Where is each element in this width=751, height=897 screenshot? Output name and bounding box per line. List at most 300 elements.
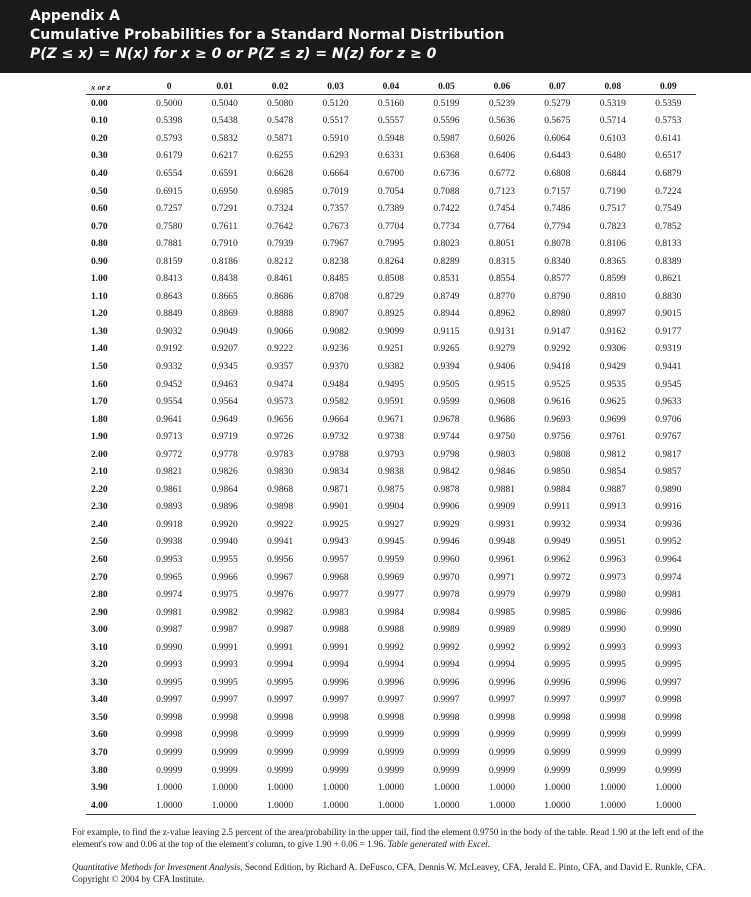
table-row <box>86 639 696 657</box>
table-cell: 1.0000 <box>433 783 460 794</box>
table-cell: 0.9996 <box>433 677 460 688</box>
table-cell: 0.8830 <box>655 291 682 302</box>
table-cell: 0.9265 <box>433 344 460 355</box>
table-cell: 0.9929 <box>433 519 460 530</box>
table-cell: 0.9115 <box>433 326 460 337</box>
table-cell: 0.9850 <box>544 467 571 478</box>
table-cell: 0.6700 <box>377 168 405 179</box>
table-cell: 0.9916 <box>655 502 682 513</box>
table-row <box>86 358 696 376</box>
table-cell: 0.9495 <box>377 379 405 390</box>
table-cell: 0.7357 <box>322 204 349 215</box>
row-label: 1.00 <box>91 274 108 285</box>
table-cell: 0.5319 <box>599 98 626 109</box>
table-cell: 0.7257 <box>156 204 183 215</box>
table-cell: 0.9993 <box>599 642 626 653</box>
table-cell: 0.8340 <box>544 256 571 267</box>
table-cell: 0.9861 <box>156 484 183 495</box>
row-label: 3.00 <box>91 625 108 636</box>
table-cell: 0.9991 <box>267 642 294 653</box>
example-note <box>72 826 722 850</box>
table-cell: 0.9997 <box>156 695 183 706</box>
column-header: 0.02 <box>252 80 307 95</box>
table-cell: 0.9996 <box>544 677 571 688</box>
note-italic: Table generated with Excel. <box>387 839 491 849</box>
table-cell: 0.9222 <box>267 344 294 355</box>
table-cell: 0.9525 <box>544 379 571 390</box>
table-cell: 0.9893 <box>156 502 183 513</box>
table-cell: 0.8790 <box>544 291 571 302</box>
table-cell: 0.9999 <box>211 765 238 776</box>
table-cell: 0.9750 <box>488 432 515 443</box>
table-cell: 0.9968 <box>322 572 349 583</box>
table-cell: 0.9988 <box>322 625 349 636</box>
table-cell: 0.5871 <box>267 133 294 144</box>
table-cell: 0.9934 <box>599 519 626 530</box>
table-cell: 0.9778 <box>211 449 238 460</box>
table-cell: 1.0000 <box>322 783 349 794</box>
table-cell: 0.8770 <box>488 291 515 302</box>
table-cell: 0.9732 <box>322 432 349 443</box>
table-cell: 0.9974 <box>655 572 682 583</box>
table-cell: 0.9032 <box>156 326 183 337</box>
table-cell: 0.9978 <box>433 590 460 601</box>
table-cell: 0.9999 <box>655 765 682 776</box>
table-cell: 0.5160 <box>377 98 405 109</box>
table-cell: 0.9625 <box>599 397 626 408</box>
table-cell: 0.9964 <box>655 554 682 565</box>
table-cell: 1.0000 <box>488 783 515 794</box>
row-label: 3.60 <box>91 730 108 741</box>
table-cell: 0.9999 <box>211 748 238 758</box>
table-cell: 0.7734 <box>433 221 460 232</box>
table-cell: 0.6591 <box>211 168 238 179</box>
table-cell: 0.9948 <box>488 537 515 548</box>
table-cell: 0.9394 <box>433 361 460 372</box>
table-cell: 0.8980 <box>544 309 571 320</box>
table-cell: 0.9918 <box>156 519 183 530</box>
table-cell: 0.9982 <box>267 607 294 618</box>
table-cell: 0.5675 <box>544 116 571 127</box>
table-cell: 0.7088 <box>433 186 460 197</box>
table-cell: 0.9994 <box>488 660 515 671</box>
row-label: 2.90 <box>91 607 108 618</box>
table-cell: 0.9998 <box>488 712 515 723</box>
table-cell: 0.9995 <box>156 677 183 688</box>
table-cell: 0.8365 <box>599 256 626 267</box>
table-cell: 0.6443 <box>544 151 571 162</box>
table-cell: 0.9997 <box>488 695 515 706</box>
table-cell: 0.9693 <box>544 414 571 425</box>
table-cell: 0.9999 <box>156 748 183 758</box>
table-cell: 0.9909 <box>488 502 515 513</box>
table-row <box>86 183 696 201</box>
table-cell: 0.9994 <box>322 660 349 671</box>
table-cell: 0.8599 <box>599 274 626 285</box>
table-cell: 0.9821 <box>156 467 183 478</box>
table-row <box>86 148 696 166</box>
table-cell: 0.6808 <box>544 168 571 179</box>
table-cell: 0.8438 <box>211 274 238 285</box>
table-cell: 0.9962 <box>544 554 571 565</box>
table-cell: 0.7642 <box>267 221 294 232</box>
table-cell: 0.5279 <box>544 98 571 109</box>
table-cell: 0.8023 <box>433 239 460 250</box>
table-cell: 0.6179 <box>156 151 183 162</box>
table-cell: 0.9922 <box>267 519 294 530</box>
table-cell: 0.5910 <box>322 133 349 144</box>
table-cell: 0.9999 <box>322 765 349 776</box>
table-cell: 0.9995 <box>655 660 682 671</box>
row-label: 2.80 <box>91 590 108 601</box>
table-cell: 0.5987 <box>433 133 460 144</box>
table-cell: 0.9976 <box>267 590 294 601</box>
row-label: 1.10 <box>91 291 108 302</box>
table-cell: 1.0000 <box>197 797 252 815</box>
table-cell: 0.9997 <box>211 695 238 706</box>
table-cell: 0.8485 <box>322 274 349 285</box>
table-cell: 0.9998 <box>655 712 682 723</box>
table-cell: 0.9719 <box>211 432 238 443</box>
table-cell: 0.9972 <box>544 572 571 583</box>
table-cell: 0.9969 <box>377 572 405 583</box>
table-cell: 0.6064 <box>544 133 571 144</box>
table-row <box>86 165 696 183</box>
row-label: 0.10 <box>91 116 108 127</box>
table-cell: 0.7852 <box>655 221 682 232</box>
table-cell: 0.8944 <box>433 309 460 320</box>
table-cell: 0.9999 <box>599 730 626 741</box>
table-row <box>86 534 696 552</box>
table-cell: 0.9997 <box>655 677 682 688</box>
table-cell: 0.9989 <box>488 625 515 636</box>
row-label: 0.90 <box>91 256 108 267</box>
column-header: 0.04 <box>363 80 418 95</box>
column-header: 0.01 <box>197 80 252 95</box>
table-cell: 0.9463 <box>211 379 238 390</box>
row-label: 3.40 <box>91 695 108 706</box>
table-row <box>86 621 696 639</box>
table-cell: 0.7324 <box>267 204 294 215</box>
table-cell: 0.9982 <box>211 607 238 618</box>
table-cell: 0.9382 <box>377 361 405 372</box>
table-cell: 0.9945 <box>377 537 405 548</box>
table-cell: 0.9656 <box>267 414 294 425</box>
table-cell: 0.5596 <box>433 116 460 127</box>
table-cell: 0.9564 <box>211 397 238 408</box>
table-cell: 0.6628 <box>267 168 294 179</box>
table-cell: 0.9911 <box>544 502 571 513</box>
table-cell: 0.6950 <box>211 186 238 197</box>
row-label: 3.50 <box>91 712 108 723</box>
table-cell: 0.9998 <box>377 712 405 723</box>
table-cell: 0.7580 <box>156 221 183 232</box>
table-cell: 0.8888 <box>267 309 294 320</box>
table-cell: 0.9999 <box>267 730 294 741</box>
table-cell: 0.9979 <box>488 590 515 601</box>
table-cell: 0.8531 <box>433 274 460 285</box>
column-header: 0.07 <box>530 80 585 95</box>
table-cell: 0.9177 <box>655 326 682 337</box>
table-cell: 0.8643 <box>156 291 183 302</box>
table-row <box>86 341 696 359</box>
table-cell: 1.0000 <box>252 797 307 815</box>
table-row <box>86 253 696 271</box>
column-header: 0 <box>141 80 196 95</box>
table-cell: 0.9599 <box>433 397 460 408</box>
row-label: 1.70 <box>91 397 108 408</box>
table-cell: 0.9767 <box>655 432 682 443</box>
table-cell: 0.9941 <box>267 537 294 548</box>
table-cell: 0.9999 <box>544 748 571 758</box>
row-label: 2.40 <box>91 519 108 530</box>
citation-book-title: Quantitative Methods for Investment Analysis <box>72 862 241 872</box>
table-row <box>86 446 696 464</box>
probability-table-container <box>86 80 696 815</box>
table-row <box>86 499 696 517</box>
table-cell: 0.9788 <box>322 449 349 460</box>
table-cell: 0.9959 <box>377 554 405 565</box>
table-cell: 0.9987 <box>211 625 238 636</box>
table-cell: 0.8461 <box>267 274 294 285</box>
table-cell: 0.9995 <box>599 660 626 671</box>
table-cell: 0.8749 <box>433 291 460 302</box>
table-cell: 0.9099 <box>377 326 405 337</box>
table-cell: 0.9713 <box>156 432 183 443</box>
table-cell: 0.9999 <box>599 748 626 758</box>
table-cell: 0.7517 <box>599 204 626 215</box>
table-cell: 0.8238 <box>322 256 349 267</box>
table-cell: 0.9994 <box>377 660 405 671</box>
table-cell: 0.9999 <box>156 765 183 776</box>
table-cell: 0.9984 <box>433 607 460 618</box>
table-cell: 0.9986 <box>655 607 682 618</box>
table-cell: 0.9927 <box>377 519 405 530</box>
table-cell: 0.9591 <box>377 397 405 408</box>
table-cell: 0.9441 <box>655 361 682 372</box>
table-cell: 0.9946 <box>433 537 460 548</box>
row-label: 2.30 <box>91 502 108 513</box>
table-cell: 0.5948 <box>377 133 405 144</box>
table-cell: 0.7422 <box>433 204 460 215</box>
column-header: 0.09 <box>641 80 696 95</box>
table-cell: 0.9999 <box>488 748 515 758</box>
table-cell: 0.9951 <box>599 537 626 548</box>
table-cell: 0.6517 <box>655 151 682 162</box>
table-cell: 0.7939 <box>267 239 294 250</box>
table-cell: 0.9997 <box>433 695 460 706</box>
table-cell: 0.9961 <box>488 554 515 565</box>
row-label: 0.80 <box>91 239 108 250</box>
table-cell: 0.9608 <box>488 397 515 408</box>
table-cell: 0.8413 <box>156 274 183 285</box>
table-cell: 1.0000 <box>641 797 696 815</box>
row-label: 3.90 <box>91 783 108 794</box>
table-cell: 0.9999 <box>544 765 571 776</box>
table-cell: 0.9878 <box>433 484 460 495</box>
row-label: 0.70 <box>91 221 108 232</box>
table-cell: 0.9999 <box>322 730 349 741</box>
table-row <box>86 463 696 481</box>
table-cell: 0.7549 <box>655 204 682 215</box>
table-cell: 0.8665 <box>211 291 238 302</box>
table-cell: 0.9995 <box>544 660 571 671</box>
row-label: 0.20 <box>91 133 108 144</box>
table-cell: 0.5438 <box>211 116 238 127</box>
table-cell: 0.6554 <box>156 168 183 179</box>
table-cell: 0.9996 <box>599 677 626 688</box>
table-cell: 0.9999 <box>599 765 626 776</box>
table-cell: 0.9756 <box>544 432 571 443</box>
table-cell: 0.6255 <box>267 151 294 162</box>
table-cell: 0.9938 <box>156 537 183 548</box>
table-cell: 0.8849 <box>156 309 183 320</box>
table-row <box>86 428 696 446</box>
table-row <box>86 113 696 131</box>
table-cell: 0.9999 <box>655 748 682 758</box>
row-label: 2.20 <box>91 484 108 495</box>
column-header: 0.08 <box>585 80 640 95</box>
table-cell: 0.8907 <box>322 309 349 320</box>
table-row <box>86 130 696 148</box>
table-cell: 0.9838 <box>377 467 405 478</box>
table-cell: 0.6217 <box>211 151 238 162</box>
table-cell: 0.5398 <box>156 116 183 127</box>
table-cell: 0.9999 <box>655 730 682 741</box>
table-cell: 0.9998 <box>599 712 626 723</box>
table-cell: 0.9131 <box>488 326 515 337</box>
table-cell: 0.6985 <box>267 186 294 197</box>
table-cell: 0.5239 <box>488 98 515 109</box>
table-cell: 1.0000 <box>363 797 418 815</box>
table-cell: 0.9887 <box>599 484 626 495</box>
table-cell: 0.9999 <box>377 730 405 741</box>
row-label: 2.70 <box>91 572 108 583</box>
table-cell: 0.6331 <box>377 151 405 162</box>
table-cell: 0.8508 <box>377 274 405 285</box>
row-label: 3.20 <box>91 660 108 671</box>
table-cell: 0.9985 <box>544 607 571 618</box>
table-cell: 0.9332 <box>156 361 183 372</box>
table-cell: 0.9998 <box>267 712 294 723</box>
row-label: 1.20 <box>91 309 108 320</box>
table-cell: 0.9955 <box>211 554 238 565</box>
table-cell: 0.9991 <box>322 642 349 653</box>
table-cell: 0.9992 <box>433 642 460 653</box>
table-cell: 0.8315 <box>488 256 515 267</box>
table-cell: 0.9997 <box>544 695 571 706</box>
table-cell: 0.9649 <box>211 414 238 425</box>
table-cell: 0.8810 <box>599 291 626 302</box>
table-cell: 0.7910 <box>211 239 238 250</box>
row-label: 1.80 <box>91 414 108 425</box>
table-cell: 0.9971 <box>488 572 515 583</box>
table-cell: 0.9864 <box>211 484 238 495</box>
table-row <box>86 323 696 341</box>
table-cell: 0.5753 <box>655 116 682 127</box>
table-cell: 0.8869 <box>211 309 238 320</box>
table-cell: 0.9993 <box>211 660 238 671</box>
table-cell: 0.9808 <box>544 449 571 460</box>
row-label: 2.00 <box>91 449 108 460</box>
table-cell: 0.9345 <box>211 361 238 372</box>
table-cell: 0.5517 <box>322 116 349 127</box>
table-cell: 1.0000 <box>474 797 529 815</box>
table-cell: 0.5120 <box>322 98 349 109</box>
table-cell: 0.9981 <box>655 590 682 601</box>
table-cell: 0.9884 <box>544 484 571 495</box>
table-cell: 0.9999 <box>488 765 515 776</box>
table-cell: 0.9306 <box>599 344 626 355</box>
table-row <box>86 411 696 429</box>
table-cell: 0.7054 <box>377 186 405 197</box>
table-row <box>86 569 696 587</box>
table-row <box>86 235 696 253</box>
table-cell: 0.9901 <box>322 502 349 513</box>
table-cell: 0.8729 <box>377 291 405 302</box>
table-cell: 0.7123 <box>488 186 515 197</box>
table-cell: 0.5636 <box>488 116 515 127</box>
table-row <box>86 744 696 762</box>
table-cell: 0.9803 <box>488 449 515 460</box>
table-row <box>86 604 696 622</box>
table-cell: 0.9535 <box>599 379 626 390</box>
table-cell: 0.9994 <box>433 660 460 671</box>
table-cell: 0.9985 <box>488 607 515 618</box>
table-cell: 0.8264 <box>377 256 405 267</box>
table-row <box>86 551 696 569</box>
table-cell: 0.9989 <box>544 625 571 636</box>
table-cell: 0.7995 <box>377 239 405 250</box>
table-cell: 0.9162 <box>599 326 626 337</box>
row-label: 2.10 <box>91 467 108 478</box>
table-row <box>86 779 696 797</box>
table-cell: 0.9319 <box>655 344 682 355</box>
table-cell: 0.9726 <box>267 432 294 443</box>
table-cell: 0.9988 <box>377 625 405 636</box>
table-cell: 0.7881 <box>156 239 183 250</box>
table-cell: 0.9995 <box>211 677 238 688</box>
table-cell: 0.9940 <box>211 537 238 548</box>
table-cell: 0.9987 <box>267 625 294 636</box>
table-cell: 0.9812 <box>599 449 626 460</box>
table-cell: 0.9896 <box>211 502 238 513</box>
table-cell: 0.8554 <box>488 274 515 285</box>
table-cell: 0.9452 <box>156 379 183 390</box>
note-text: For example, to find the z-value leaving 2.5 percent of the area/probability in the upper tail, find the element 0.9750 in the body of the table. Read 1.90 at the left end of the element's row and 0.06 at the top of the element's column, to give 1.90 + 0.06 = 1.96. <box>72 827 704 849</box>
table-row <box>86 270 696 288</box>
header-banner <box>0 0 751 73</box>
table-cell: 0.9664 <box>322 414 349 425</box>
table-cell: 0.9998 <box>544 712 571 723</box>
table-cell: 0.9990 <box>599 625 626 636</box>
table-cell: 0.9898 <box>267 502 294 513</box>
table-cell: 0.9015 <box>655 309 682 320</box>
table-cell: 0.9846 <box>488 467 515 478</box>
table-cell: 1.0000 <box>419 797 474 815</box>
table-cell: 0.9993 <box>156 660 183 671</box>
table-cell: 0.8133 <box>655 239 682 250</box>
row-label: 0.40 <box>91 168 108 179</box>
table-cell: 1.0000 <box>267 783 294 794</box>
table-cell: 0.9370 <box>322 361 349 372</box>
table-cell: 0.9977 <box>377 590 405 601</box>
table-cell: 0.6844 <box>599 168 626 179</box>
table-cell: 0.8289 <box>433 256 460 267</box>
table-cell: 0.9989 <box>433 625 460 636</box>
table-cell: 0.7486 <box>544 204 571 215</box>
table-row <box>86 586 696 604</box>
